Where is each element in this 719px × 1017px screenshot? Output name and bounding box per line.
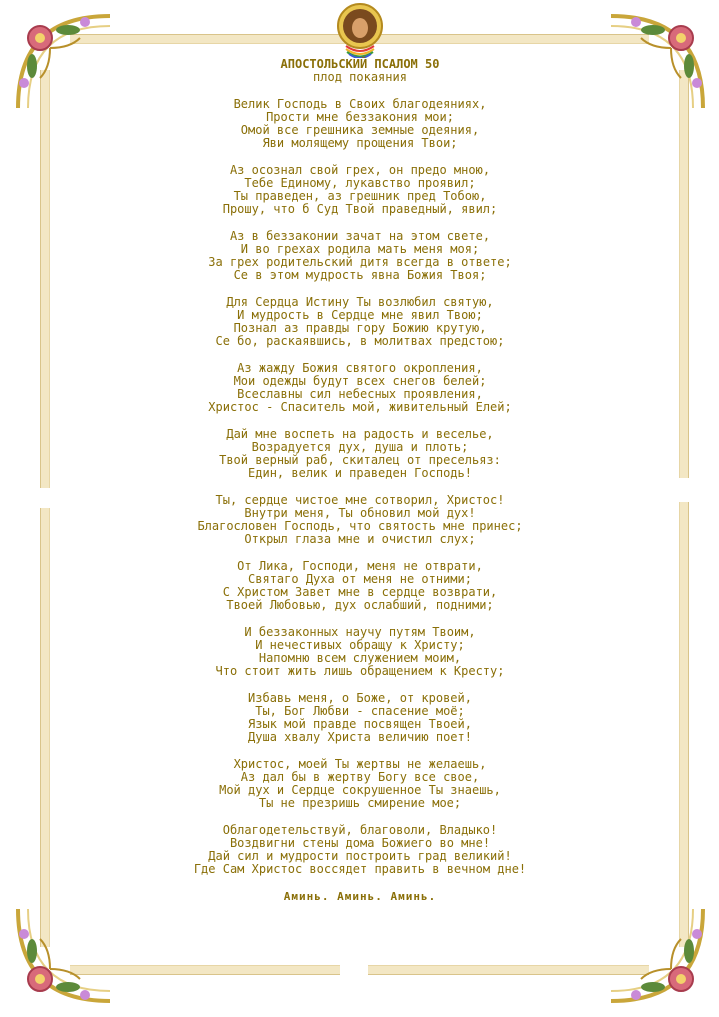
stanza [100,560,620,612]
verse-line: Тебе Единому, лукавство проявил; [244,176,476,190]
stanza [100,98,620,150]
verse-line: Что стоит жить лишь обращением к Кресту; [215,664,505,678]
verse-line: Воздвигни стены дома Божиего во мне! [229,836,491,850]
verse-line: Мои одежды будут всех снегов белей; [233,374,487,388]
verse-line: Всеславны сил небесных проявления, [237,387,483,401]
floral-corner-icon [10,899,120,1009]
verse-line: Един, велик и праведен Господь! [248,466,472,480]
verse-line: Прости мне беззакония мои; [266,110,454,124]
verse-line: Твой верный раб, скиталец от пресельяз: [219,453,501,467]
verse-line: Се в этом мудрость явна Божия Твоя; [233,268,487,282]
verse-line: Познал аз правды гору Божию крутую, [233,321,487,335]
verse-line: Благословен Господь, что святость мне принес; [197,519,523,533]
closing-line: Аминь. Аминь. Аминь. [283,890,437,903]
psalm-text [100,58,620,903]
verse-line: И мудрость в Сердце мне явил Твою; [237,308,483,322]
verse-line: Христос, моей Ты жертвы не желаешь, [233,757,487,771]
frame-right [679,70,689,947]
verse-line: Аз в беззаконии зачат на этом свете, [229,229,491,243]
stanza-list [100,98,620,876]
verse-line: Мой дух и Сердце сокрушенное Ты знаешь, [219,783,501,797]
verse-line: И нечестивых обращу к Христу; [255,638,465,652]
verse-line: Христос - Спаситель мой, живительный Елей; [208,400,512,414]
stanza [100,824,620,876]
verse-line: Избавь меня, о Боже, от кровей, [248,691,472,705]
verse-line: Язык мой правде посвящен Твоей, [248,717,472,731]
verse-line: Аз осознал свой грех, он предо мною, [229,163,491,177]
stanza [100,626,620,678]
page-subtitle: плод покаяния [313,70,407,84]
stanza [100,494,620,546]
verse-line: Облагодетельствуй, благоволи, Владыко! [222,823,498,837]
verse-line: Прошу, что б Суд Твой праведный, явил; [222,202,498,216]
page-title: АПОСТОЛЬСКИЙ ПСАЛОМ 50 [280,57,440,71]
verse-line: За грех родительский дитя всегда в ответе; [208,255,512,269]
stanza [100,230,620,282]
verse-line: Душа хвалу Христа величию поет! [248,730,472,744]
verse-line: Яви молящему прощения Твои; [262,136,458,150]
verse-line: Аз жажду Божия святого окропления, [237,361,483,375]
verse-line: Где Сам Христос воссядет править в вечном дне! [193,862,527,876]
stanza [100,164,620,216]
stanza [100,692,620,744]
frame-gap [677,478,693,502]
verse-line: Открыл глаза мне и очистил слух; [244,532,476,546]
verse-line: Внутри меня, Ты обновил мой дух! [244,506,476,520]
stanza [100,296,620,348]
christ-icon-medallion [336,2,384,58]
frame-left [40,70,50,947]
stanza [100,428,620,480]
verse-line: Дай мне воспеть на радость и веселье, [226,427,494,441]
verse-line: Для Сердца Истину Ты возлюбил святую, [226,295,494,309]
verse-line: Велик Господь в Своих благодеяниях, [233,97,487,111]
verse-line: Се бо, раскаявшись, в молитвах предстою; [215,334,505,348]
verse-line: Твоей Любовью, дух ослабший, подними; [226,598,494,612]
verse-line: Дай сил и мудрости построить град великий! [208,849,512,863]
frame-gap [340,963,368,979]
verse-line: Ты, сердце чистое мне сотворил, Христос! [215,493,505,507]
verse-line: И во грехах родила мать меня моя; [240,242,480,256]
stanza [100,362,620,414]
stanza [100,758,620,810]
verse-line: Ты, Бог Любви - спасение моё; [255,704,465,718]
floral-corner-icon [601,899,711,1009]
verse-line: Аз дал бы в жертву Богу все свое, [240,770,480,784]
verse-line: Возрадуется дух, душа и плоть; [251,440,469,454]
verse-line: От Лика, Господи, меня не отврати, [237,559,483,573]
frame-gap [36,488,52,508]
verse-line: И беззаконных научу путям Твоим, [244,625,476,639]
verse-line: Ты не презришь смирение мое; [258,796,462,810]
verse-line: Ты праведен, аз грешник пред Тобою, [233,189,487,203]
verse-line: Напомню всем служением моим, [258,651,462,665]
verse-line: Святаго Духа от меня не отними; [248,572,472,586]
verse-line: С Христом Завет мне в сердце возврати, [222,585,498,599]
verse-line: Омой все грешника земные одеяния, [240,123,480,137]
